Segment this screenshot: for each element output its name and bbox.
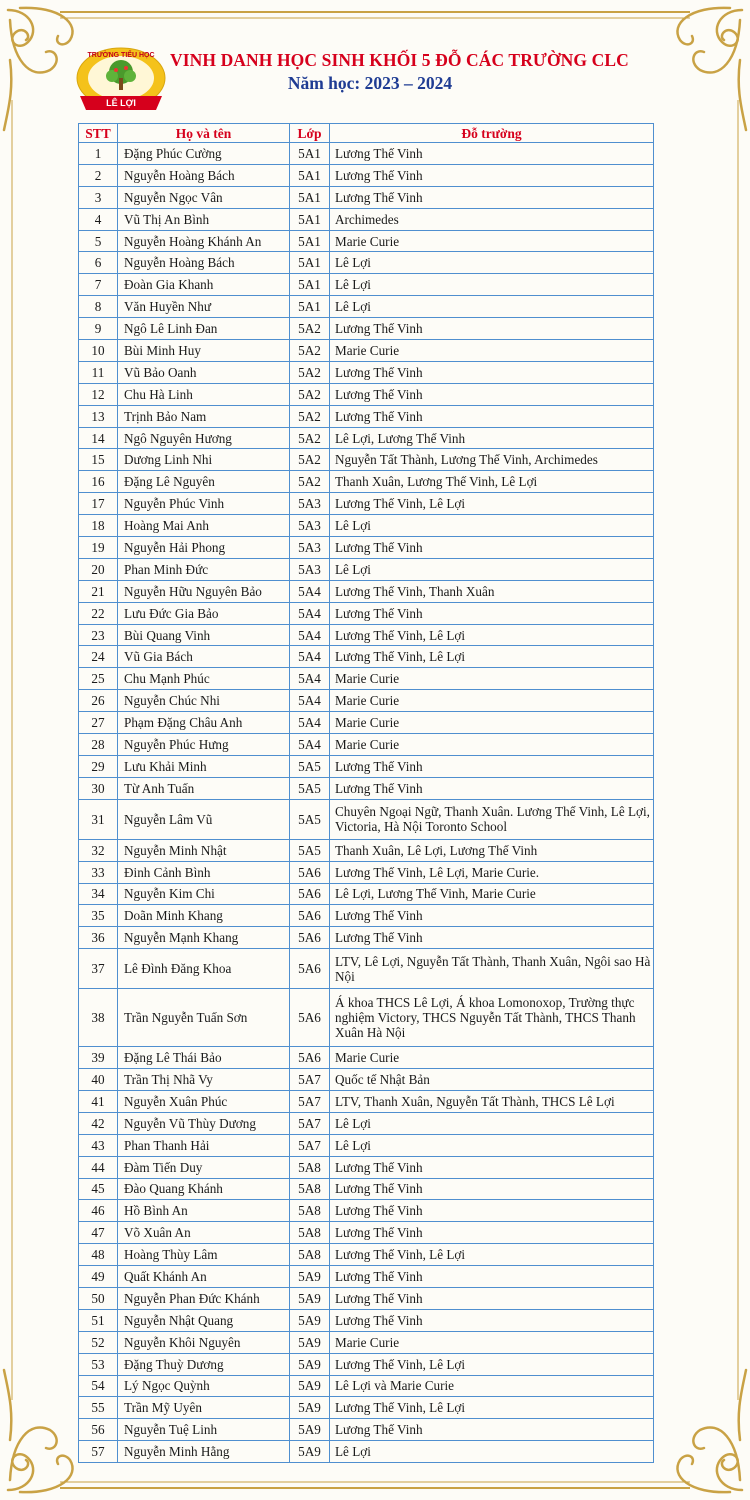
row-school: Lương Thế Vinh: [330, 1200, 654, 1222]
row-class: 5A6: [290, 927, 330, 949]
row-stt: 10: [79, 340, 118, 362]
row-class: 5A6: [290, 989, 330, 1047]
row-class: 5A1: [290, 230, 330, 252]
row-name: Doãn Minh Khang: [118, 905, 290, 927]
row-name: Bùi Quang Vinh: [118, 624, 290, 646]
row-stt: 29: [79, 755, 118, 777]
row-stt: 54: [79, 1375, 118, 1397]
row-stt: 55: [79, 1397, 118, 1419]
row-school: Lê Lợi: [330, 274, 654, 296]
row-school: Thanh Xuân, Lương Thế Vinh, Lê Lợi: [330, 471, 654, 493]
row-stt: 38: [79, 989, 118, 1047]
row-name: Nguyễn Vũ Thùy Dương: [118, 1112, 290, 1134]
table-row: [79, 1069, 654, 1091]
table-row: [79, 1134, 654, 1156]
row-school: Lương Thế Vinh: [330, 537, 654, 559]
table-row: [79, 471, 654, 493]
row-name: Trần Thị Nhã Vy: [118, 1069, 290, 1091]
row-name: Bùi Minh Huy: [118, 340, 290, 362]
row-school: LTV, Thanh Xuân, Nguyễn Tất Thành, THCS Lê Lợi: [330, 1090, 654, 1112]
row-class: 5A9: [290, 1441, 330, 1463]
row-school: Quốc tế Nhật Bản: [330, 1069, 654, 1091]
row-name: Hồ Bình An: [118, 1200, 290, 1222]
row-stt: 25: [79, 668, 118, 690]
row-school: Lương Thế Vinh: [330, 1266, 654, 1288]
table-row: [79, 318, 654, 340]
row-stt: 9: [79, 318, 118, 340]
row-class: 5A1: [290, 186, 330, 208]
row-class: 5A2: [290, 318, 330, 340]
row-school: Lương Thế Vinh, Lê Lợi: [330, 1397, 654, 1419]
row-name: Nguyễn Mạnh Khang: [118, 927, 290, 949]
row-stt: 16: [79, 471, 118, 493]
table-row: [79, 712, 654, 734]
row-class: 5A3: [290, 515, 330, 537]
row-school: Marie Curie: [330, 668, 654, 690]
row-school: Lương Thế Vinh: [330, 318, 654, 340]
column-header-school: Đỗ trường: [330, 124, 654, 143]
row-class: 5A9: [290, 1353, 330, 1375]
row-school: Lê Lợi, Lương Thế Vinh: [330, 427, 654, 449]
row-stt: 15: [79, 449, 118, 471]
row-class: 5A6: [290, 949, 330, 989]
table-row: [79, 1419, 654, 1441]
row-stt: 13: [79, 405, 118, 427]
row-stt: 5: [79, 230, 118, 252]
row-class: 5A9: [290, 1309, 330, 1331]
row-stt: 18: [79, 515, 118, 537]
table-row: [79, 1331, 654, 1353]
row-school: Marie Curie: [330, 734, 654, 756]
row-school: Marie Curie: [330, 690, 654, 712]
row-stt: 11: [79, 361, 118, 383]
row-class: 5A4: [290, 690, 330, 712]
row-name: Nguyễn Nhật Quang: [118, 1309, 290, 1331]
row-class: 5A6: [290, 883, 330, 905]
table-row: [79, 515, 654, 537]
row-name: Đặng Phúc Cường: [118, 143, 290, 165]
row-school: Lương Thế Vinh, Thanh Xuân: [330, 580, 654, 602]
row-name: Võ Xuân An: [118, 1222, 290, 1244]
honor-table: [78, 123, 653, 1463]
row-class: 5A1: [290, 164, 330, 186]
row-name: Nguyễn Hoàng Bách: [118, 252, 290, 274]
row-school: Lê Lợi: [330, 252, 654, 274]
row-name: Đặng Lê Thái Bảo: [118, 1047, 290, 1069]
row-school: Lương Thế Vinh: [330, 1287, 654, 1309]
row-name: Nguyễn Phúc Vinh: [118, 493, 290, 515]
table-row: [79, 296, 654, 318]
row-class: 5A1: [290, 208, 330, 230]
row-stt: 20: [79, 558, 118, 580]
table-row: [79, 1441, 654, 1463]
row-class: 5A2: [290, 361, 330, 383]
row-class: 5A4: [290, 646, 330, 668]
row-class: 5A2: [290, 471, 330, 493]
table-row: [79, 1200, 654, 1222]
row-stt: 56: [79, 1419, 118, 1441]
row-stt: 49: [79, 1266, 118, 1288]
row-stt: 52: [79, 1331, 118, 1353]
page-title: VINH DANH HỌC SINH KHỐI 5 ĐỖ CÁC TRƯỜNG CLC: [170, 50, 629, 70]
table-row: [79, 537, 654, 559]
row-school: LTV, Lê Lợi, Nguyễn Tất Thành, Thanh Xuân, Ngôi sao Hà Nội: [330, 949, 654, 989]
row-class: 5A9: [290, 1331, 330, 1353]
row-school: Lương Thế Vinh: [330, 186, 654, 208]
row-school: Lê Lợi: [330, 558, 654, 580]
row-class: 5A4: [290, 668, 330, 690]
row-class: 5A4: [290, 712, 330, 734]
table-row: [79, 690, 654, 712]
row-class: 5A9: [290, 1397, 330, 1419]
row-school: Lương Thế Vinh: [330, 927, 654, 949]
row-stt: 22: [79, 602, 118, 624]
row-school: Lương Thế Vinh: [330, 755, 654, 777]
row-stt: 1: [79, 143, 118, 165]
row-stt: 6: [79, 252, 118, 274]
row-class: 5A9: [290, 1287, 330, 1309]
table-row: [79, 427, 654, 449]
table-row: [79, 949, 654, 989]
row-stt: 32: [79, 839, 118, 861]
table-row: [79, 602, 654, 624]
table-row: [79, 734, 654, 756]
table-row: [79, 580, 654, 602]
row-class: 5A8: [290, 1178, 330, 1200]
row-school: Lương Thế Vinh, Lê Lợi: [330, 624, 654, 646]
row-name: Nguyễn Minh Nhật: [118, 839, 290, 861]
row-class: 5A2: [290, 449, 330, 471]
row-school: Lương Thế Vinh: [330, 405, 654, 427]
row-class: 5A3: [290, 558, 330, 580]
table-row: [79, 1397, 654, 1419]
table-row: [79, 383, 654, 405]
row-name: Nguyễn Xuân Phúc: [118, 1090, 290, 1112]
row-stt: 17: [79, 493, 118, 515]
table-row: [79, 340, 654, 362]
row-stt: 40: [79, 1069, 118, 1091]
table-row: [79, 1266, 654, 1288]
row-class: 5A1: [290, 274, 330, 296]
row-stt: 47: [79, 1222, 118, 1244]
table-row: [79, 839, 654, 861]
row-school: Marie Curie: [330, 340, 654, 362]
row-class: 5A8: [290, 1200, 330, 1222]
row-class: 5A7: [290, 1090, 330, 1112]
table-row: [79, 927, 654, 949]
table-row: [79, 274, 654, 296]
table-row: [79, 1178, 654, 1200]
row-school: Lương Thế Vinh: [330, 143, 654, 165]
row-class: 5A9: [290, 1375, 330, 1397]
row-name: Trần Nguyễn Tuấn Sơn: [118, 989, 290, 1047]
row-name: Văn Huyền Như: [118, 296, 290, 318]
table-row: [79, 799, 654, 839]
row-school: Lương Thế Vinh: [330, 1222, 654, 1244]
row-name: Nguyễn Phan Đức Khánh: [118, 1287, 290, 1309]
row-class: 5A3: [290, 493, 330, 515]
row-class: 5A6: [290, 1047, 330, 1069]
row-class: 5A1: [290, 143, 330, 165]
row-stt: 14: [79, 427, 118, 449]
table-row: [79, 905, 654, 927]
row-name: Nguyễn Lâm Vũ: [118, 799, 290, 839]
row-class: 5A7: [290, 1134, 330, 1156]
table-row: [79, 646, 654, 668]
row-name: Nguyễn Chúc Nhi: [118, 690, 290, 712]
row-school: Lương Thế Vinh: [330, 1419, 654, 1441]
table-row: [79, 861, 654, 883]
row-name: Phan Thanh Hải: [118, 1134, 290, 1156]
row-stt: 36: [79, 927, 118, 949]
row-class: 5A8: [290, 1222, 330, 1244]
table-row: [79, 777, 654, 799]
row-school: Marie Curie: [330, 712, 654, 734]
row-school: Lê Lợi: [330, 1441, 654, 1463]
row-name: Hoàng Mai Anh: [118, 515, 290, 537]
table-header-row: [79, 124, 654, 143]
table-row: [79, 1222, 654, 1244]
row-name: Nguyễn Minh Hằng: [118, 1441, 290, 1463]
row-school: Lê Lợi, Lương Thế Vinh, Marie Curie: [330, 883, 654, 905]
row-stt: 41: [79, 1090, 118, 1112]
row-school: Thanh Xuân, Lê Lợi, Lương Thế Vinh: [330, 839, 654, 861]
row-stt: 3: [79, 186, 118, 208]
table-row: [79, 755, 654, 777]
row-school: Lương Thế Vinh: [330, 777, 654, 799]
row-name: Nguyễn Hữu Nguyên Bảo: [118, 580, 290, 602]
row-school: Lương Thế Vinh, Lê Lợi: [330, 1353, 654, 1375]
row-class: 5A4: [290, 734, 330, 756]
row-name: Từ Anh Tuấn: [118, 777, 290, 799]
table-row: [79, 1090, 654, 1112]
table-row: [79, 164, 654, 186]
school-logo-icon: [72, 46, 170, 118]
row-name: Trần Mỹ Uyên: [118, 1397, 290, 1419]
row-name: Đào Quang Khánh: [118, 1178, 290, 1200]
row-name: Đinh Cảnh Bình: [118, 861, 290, 883]
row-stt: 45: [79, 1178, 118, 1200]
row-stt: 31: [79, 799, 118, 839]
row-class: 5A9: [290, 1419, 330, 1441]
table-row: [79, 1156, 654, 1178]
row-class: 5A5: [290, 799, 330, 839]
row-name: Chu Mạnh Phúc: [118, 668, 290, 690]
row-stt: 57: [79, 1441, 118, 1463]
row-class: 5A6: [290, 905, 330, 927]
svg-text:LÊ LỢI: LÊ LỢI: [106, 98, 136, 108]
table-row: [79, 1112, 654, 1134]
row-stt: 43: [79, 1134, 118, 1156]
row-name: Nguyễn Tuệ Linh: [118, 1419, 290, 1441]
row-stt: 30: [79, 777, 118, 799]
row-school: Marie Curie: [330, 230, 654, 252]
row-class: 5A2: [290, 427, 330, 449]
row-school: Lê Lợi và Marie Curie: [330, 1375, 654, 1397]
row-stt: 34: [79, 883, 118, 905]
row-class: 5A2: [290, 340, 330, 362]
row-name: Ngô Nguyên Hương: [118, 427, 290, 449]
table-row: [79, 668, 654, 690]
row-name: Nguyễn Khôi Nguyên: [118, 1331, 290, 1353]
row-class: 5A2: [290, 383, 330, 405]
table-row: [79, 1309, 654, 1331]
row-class: 5A8: [290, 1156, 330, 1178]
table-row: [79, 1375, 654, 1397]
row-school: Á khoa THCS Lê Lợi, Á khoa Lomonoxop, Trường thực nghiệm Victory, THCS Nguyễn Tất Thành, THCS Thanh Xuân Hà Nội: [330, 989, 654, 1047]
row-stt: 37: [79, 949, 118, 989]
row-name: Đặng Lê Nguyên: [118, 471, 290, 493]
school-year: Năm học: 2023 – 2024: [287, 73, 453, 93]
row-name: Ngô Lê Linh Đan: [118, 318, 290, 340]
row-name: Chu Hà Linh: [118, 383, 290, 405]
row-stt: 27: [79, 712, 118, 734]
row-name: Phan Minh Đức: [118, 558, 290, 580]
row-name: Quất Khánh An: [118, 1266, 290, 1288]
row-name: Dương Linh Nhi: [118, 449, 290, 471]
row-school: Nguyễn Tất Thành, Lương Thế Vinh, Archimedes: [330, 449, 654, 471]
row-school: Lương Thế Vinh: [330, 905, 654, 927]
row-class: 5A7: [290, 1112, 330, 1134]
row-stt: 21: [79, 580, 118, 602]
row-school: Lê Lợi: [330, 515, 654, 537]
table-row: [79, 405, 654, 427]
row-stt: 42: [79, 1112, 118, 1134]
row-class: 5A8: [290, 1244, 330, 1266]
row-name: Trịnh Bảo Nam: [118, 405, 290, 427]
row-school: Lương Thế Vinh, Lê Lợi: [330, 493, 654, 515]
row-class: 5A3: [290, 537, 330, 559]
row-stt: 7: [79, 274, 118, 296]
row-school: Lê Lợi: [330, 1134, 654, 1156]
row-class: 5A2: [290, 405, 330, 427]
row-class: 5A6: [290, 861, 330, 883]
row-class: 5A9: [290, 1266, 330, 1288]
row-stt: 48: [79, 1244, 118, 1266]
row-name: Phạm Đặng Châu Anh: [118, 712, 290, 734]
row-class: 5A4: [290, 580, 330, 602]
row-school: Marie Curie: [330, 1047, 654, 1069]
row-stt: 12: [79, 383, 118, 405]
row-class: 5A5: [290, 777, 330, 799]
row-name: Vũ Thị An Bình: [118, 208, 290, 230]
row-stt: 51: [79, 1309, 118, 1331]
row-class: 5A7: [290, 1069, 330, 1091]
row-school: Lương Thế Vinh, Lê Lợi: [330, 646, 654, 668]
table-row: [79, 186, 654, 208]
row-school: Lê Lợi: [330, 296, 654, 318]
row-name: Lý Ngọc Quỳnh: [118, 1375, 290, 1397]
row-stt: 39: [79, 1047, 118, 1069]
row-stt: 33: [79, 861, 118, 883]
column-header-class: Lớp: [290, 124, 330, 143]
row-school: Lương Thế Vinh: [330, 164, 654, 186]
table-row: [79, 1287, 654, 1309]
row-class: 5A1: [290, 252, 330, 274]
row-name: Vũ Gia Bách: [118, 646, 290, 668]
row-school: Chuyên Ngoại Ngữ, Thanh Xuân. Lương Thế Vinh, Lê Lợi, Victoria, Hà Nội Toronto School: [330, 799, 654, 839]
row-school: Lương Thế Vinh: [330, 1156, 654, 1178]
table-row: [79, 230, 654, 252]
row-stt: 44: [79, 1156, 118, 1178]
row-stt: 23: [79, 624, 118, 646]
row-school: Archimedes: [330, 208, 654, 230]
row-name: Hoàng Thùy Lâm: [118, 1244, 290, 1266]
table-row: [79, 883, 654, 905]
row-school: Lương Thế Vinh: [330, 602, 654, 624]
svg-text:TRƯỜNG TIỂU HỌC: TRƯỜNG TIỂU HỌC: [87, 52, 155, 59]
row-stt: 4: [79, 208, 118, 230]
table-row: [79, 493, 654, 515]
table-row: [79, 1244, 654, 1266]
row-name: Nguyễn Kim Chi: [118, 883, 290, 905]
table-row: [79, 208, 654, 230]
row-class: 5A5: [290, 755, 330, 777]
row-name: Lê Đình Đăng Khoa: [118, 949, 290, 989]
table-row: [79, 558, 654, 580]
row-name: Đàm Tiến Duy: [118, 1156, 290, 1178]
row-name: Nguyễn Ngọc Vân: [118, 186, 290, 208]
row-name: Lưu Khải Minh: [118, 755, 290, 777]
row-school: Lương Thế Vinh: [330, 1178, 654, 1200]
row-school: Marie Curie: [330, 1331, 654, 1353]
row-name: Nguyễn Phúc Hưng: [118, 734, 290, 756]
row-name: Đoàn Gia Khanh: [118, 274, 290, 296]
table-row: [79, 1047, 654, 1069]
row-name: Nguyễn Hoàng Khánh An: [118, 230, 290, 252]
row-stt: 53: [79, 1353, 118, 1375]
column-header-stt: STT: [79, 124, 118, 143]
row-school: Lương Thế Vinh: [330, 361, 654, 383]
page-header: [0, 40, 750, 120]
row-stt: 46: [79, 1200, 118, 1222]
row-name: Vũ Bảo Oanh: [118, 361, 290, 383]
row-stt: 24: [79, 646, 118, 668]
row-class: 5A4: [290, 624, 330, 646]
row-class: 5A4: [290, 602, 330, 624]
row-stt: 50: [79, 1287, 118, 1309]
row-stt: 26: [79, 690, 118, 712]
row-stt: 28: [79, 734, 118, 756]
row-stt: 8: [79, 296, 118, 318]
row-name: Nguyễn Hoàng Bách: [118, 164, 290, 186]
row-class: 5A1: [290, 296, 330, 318]
table-row: [79, 1353, 654, 1375]
table-row: [79, 449, 654, 471]
table-row: [79, 624, 654, 646]
row-school: Lương Thế Vinh, Lê Lợi, Marie Curie.: [330, 861, 654, 883]
table-row: [79, 252, 654, 274]
row-stt: 2: [79, 164, 118, 186]
row-school: Lê Lợi: [330, 1112, 654, 1134]
table-row: [79, 361, 654, 383]
row-name: Đặng Thuỳ Dương: [118, 1353, 290, 1375]
row-class: 5A5: [290, 839, 330, 861]
row-school: Lương Thế Vinh: [330, 1309, 654, 1331]
row-name: Nguyễn Hải Phong: [118, 537, 290, 559]
table-row: [79, 143, 654, 165]
table-row: [79, 989, 654, 1047]
row-stt: 35: [79, 905, 118, 927]
row-stt: 19: [79, 537, 118, 559]
row-name: Lưu Đức Gia Bảo: [118, 602, 290, 624]
row-school: Lương Thế Vinh, Lê Lợi: [330, 1244, 654, 1266]
column-header-name: Họ và tên: [118, 124, 290, 143]
row-school: Lương Thế Vinh: [330, 383, 654, 405]
